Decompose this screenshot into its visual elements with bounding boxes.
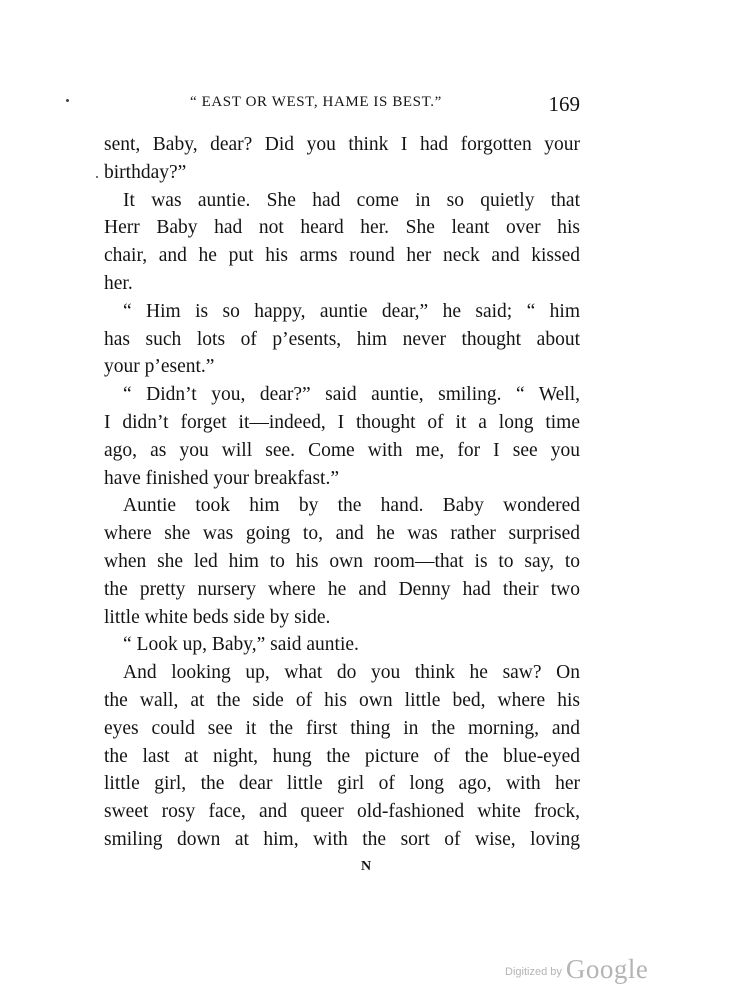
text-line: sent, Baby, dear? Did you think I had forgotten your (104, 134, 580, 155)
text-line: “ Him is so happy, auntie dear,” he said; “ him (123, 300, 580, 322)
text-line: Auntie took him by the hand. Baby wondered (123, 495, 580, 517)
text-line: chair, and he put his arms round her neck and kissed (104, 245, 580, 267)
text-line: the pretty nursery where he and Denny had their two (104, 578, 580, 600)
text-line: I didn’t forget it—indeed, I thought of it a long time (104, 411, 580, 433)
text-line: And looking up, what do you think he saw? On (123, 662, 580, 684)
body-text (104, 131, 580, 854)
text-line: sweet rosy face, and queer old-fashioned white frock, (104, 801, 580, 823)
text-line: eyes could see it the first thing in the morning, and (104, 717, 580, 739)
text-line: little girl, the dear little girl of long ago, with her (104, 773, 580, 795)
text-line: where she was going to, and he was rather surprised (104, 523, 580, 545)
text-line: the last at night, hung the picture of the blue-eyed (104, 745, 580, 767)
text-line: when she led him to his own room—that is to say, to (104, 550, 580, 572)
text-line: the wall, at the side of his own little bed, where his (104, 689, 580, 711)
text-line: “ Didn’t you, dear?” said auntie, smiling. “ Well, (123, 384, 580, 406)
scan-speck (96, 176, 98, 178)
text-line: have finished your breakfast.” (104, 467, 339, 489)
scan-speck (66, 99, 69, 102)
text-line: “ Look up, Baby,” said auntie. (123, 634, 359, 656)
text-line: has such lots of p’esents, him never thought about (104, 328, 580, 350)
text-line: her. (104, 272, 133, 294)
signature-mark: N (360, 859, 373, 874)
google-logo: Google (565, 954, 649, 984)
text-line: ago, as you will see. Come with me, for I see you (104, 439, 580, 461)
text-line: It was auntie. She had come in so quietly that (123, 189, 580, 211)
running-title: “ EAST OR WEST, HAME IS BEST.” (190, 94, 442, 110)
digitized-by-google-watermark (505, 954, 648, 985)
text-line: smiling down at him, with the sort of wise, loving (104, 828, 580, 850)
running-header (104, 92, 580, 118)
text-line: little white beds side by side. (104, 606, 331, 628)
text-line: Herr Baby had not heard her. She leant over his (104, 217, 580, 239)
text-line: birthday?” (104, 161, 187, 183)
watermark-prefix: Digitized by (505, 966, 562, 978)
text-line: your p’esent.” (104, 356, 215, 378)
page-number: 169 (548, 92, 580, 116)
